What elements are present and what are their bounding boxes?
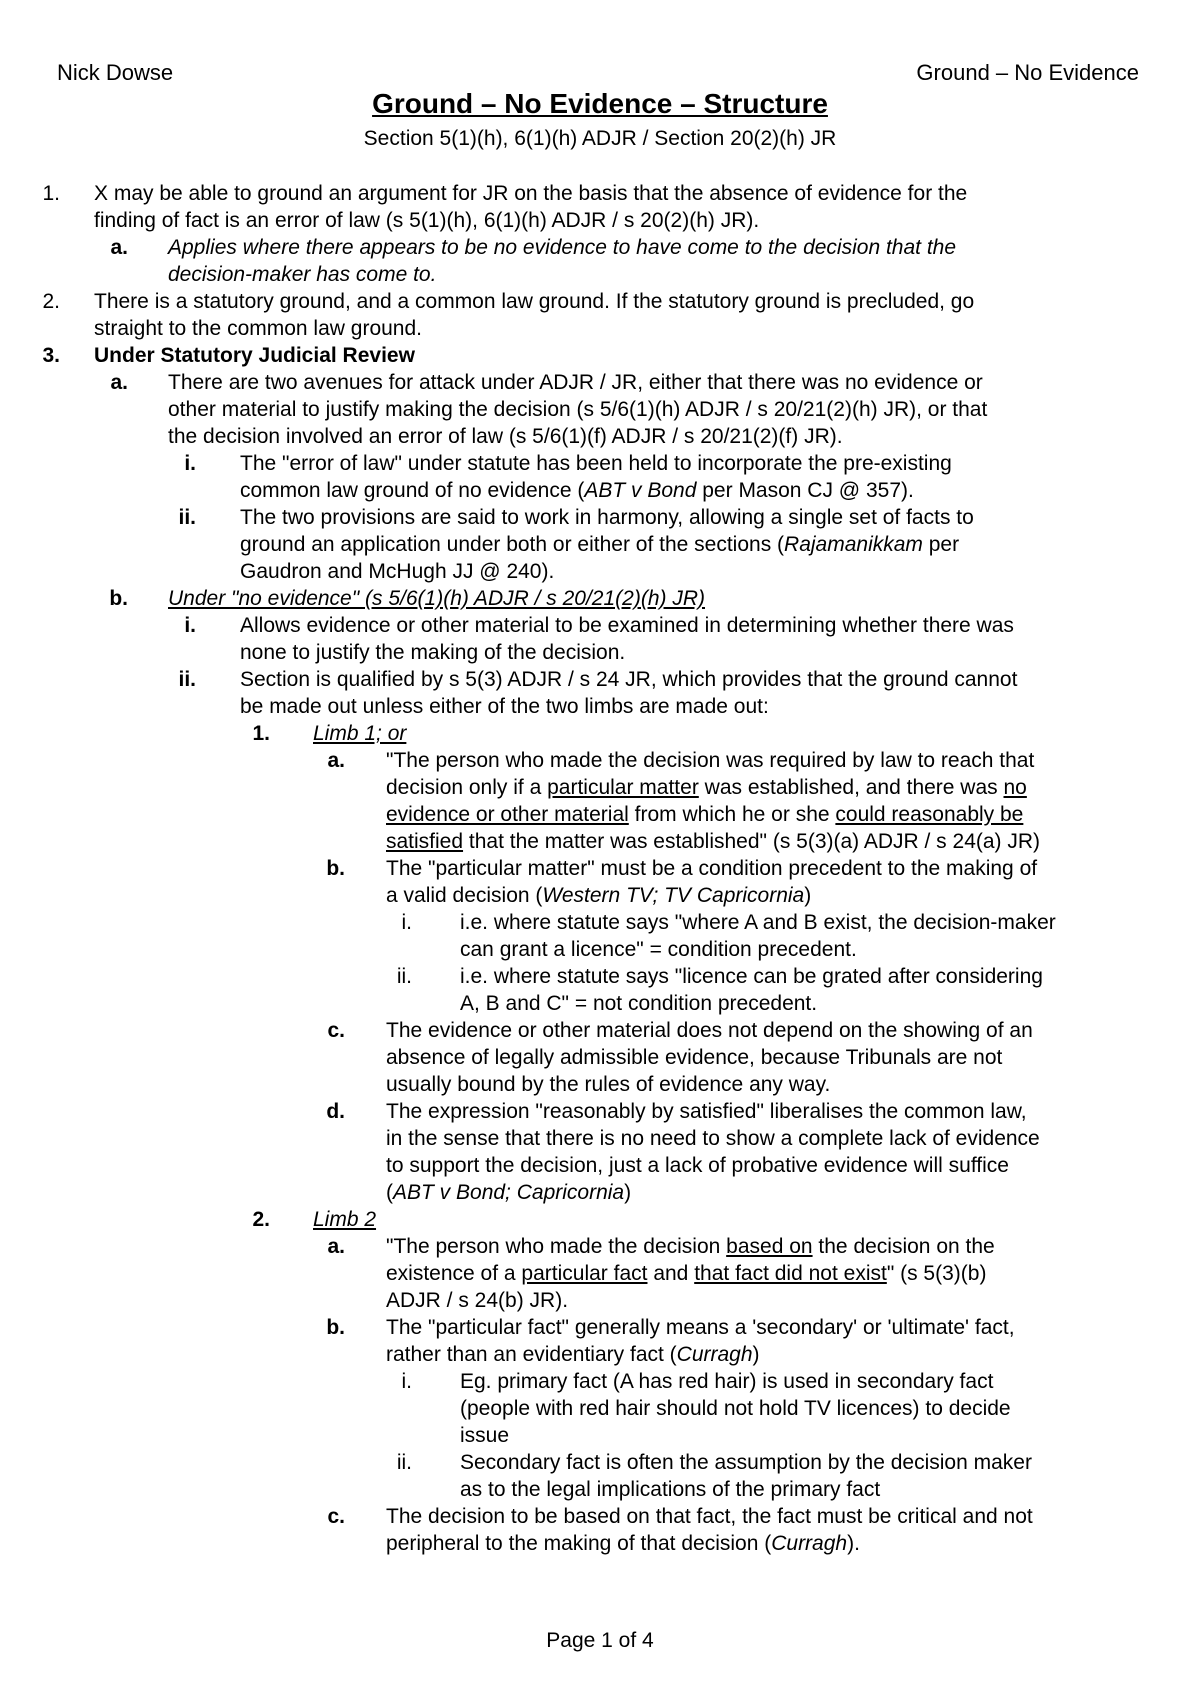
list-item-line xyxy=(386,882,811,909)
text-run: a valid decision ( xyxy=(386,884,543,907)
list-marker: 2. xyxy=(252,1208,270,1231)
text-run: A, B and C" = not condition precedent. xyxy=(460,992,818,1015)
list-item-line xyxy=(386,1530,860,1557)
list-marker: c. xyxy=(327,1505,345,1528)
list-item-line xyxy=(386,801,1023,828)
text-run: peripheral to the making of that decision ( xyxy=(386,1532,772,1555)
text-run: Eg. primary fact (A has red hair) is used in secondary fact xyxy=(460,1370,994,1393)
text-run: particular fact xyxy=(521,1262,648,1285)
text-run: absence of legally admissible evidence, because Tribunals are not xyxy=(386,1046,1003,1069)
text-run: common law ground of no evidence ( xyxy=(240,479,585,502)
text-run: usually bound by the rules of evidence any way. xyxy=(386,1073,831,1096)
text-run: in the sense that there is no need to show a complete lack of evidence xyxy=(386,1127,1040,1150)
list-item-line xyxy=(240,639,625,666)
text-run: X may be able to ground an argument for JR on the basis that the absence of evidence for the xyxy=(94,182,968,205)
list-marker: i. xyxy=(184,452,196,475)
text-run: The "particular matter" must be a condition precedent to the making of xyxy=(386,857,1038,880)
text-run: Limb 1; or xyxy=(313,722,407,745)
text-run: ADJR / s 24(b) JR). xyxy=(386,1289,569,1312)
header-topic: Ground – No Evidence xyxy=(916,60,1139,85)
list-marker: i. xyxy=(184,614,196,637)
text-run: Applies where there appears to be no evidence to have come to the decision that the xyxy=(168,236,957,259)
list-item-line xyxy=(386,1098,1027,1125)
list-marker: b. xyxy=(109,587,128,610)
list-item-line xyxy=(168,423,843,450)
text-run: Under "no evidence" (s 5/6(1)(h) ADJR / s 20/21(2)(h) JR) xyxy=(168,587,705,610)
text-run: per xyxy=(922,533,960,556)
list-marker: ii. xyxy=(396,965,412,988)
text-run: ABT v Bond xyxy=(584,479,697,502)
header-author: Nick Dowse xyxy=(57,60,174,85)
list-marker: i. xyxy=(401,911,412,934)
list-item-line xyxy=(386,747,1034,774)
text-run: satisfied xyxy=(386,830,464,853)
list-marker: a. xyxy=(327,749,345,772)
text-run: straight to the common law ground. xyxy=(94,317,423,340)
text-run: There is a statutory ground, and a common law ground. If the statutory ground is precluded, go xyxy=(94,290,975,313)
text-run: Curragh xyxy=(771,1532,848,1555)
text-run: particular matter xyxy=(547,776,699,799)
text-run: no xyxy=(1003,776,1027,799)
text-run: could reasonably be xyxy=(835,803,1024,826)
list-marker: ii. xyxy=(396,1451,412,1474)
text-run: other material to justify making the decision (s 5/6(1)(h) ADJR / s 20/21(2)(h) JR), or that xyxy=(168,398,988,421)
list-item-line xyxy=(94,288,974,315)
text-run: Allows evidence or other material to be examined in determining whether there was xyxy=(240,614,1014,637)
page-title: Ground – No Evidence – Structure xyxy=(372,88,828,119)
text-run: issue xyxy=(460,1424,510,1447)
text-run: Gaudron and McHugh JJ @ 240). xyxy=(240,560,555,583)
text-run: decision-maker has come to. xyxy=(168,263,437,286)
text-run: ABT v Bond; Capricornia xyxy=(393,1181,625,1204)
text-run: The "particular fact" generally means a 'secondary' or 'ultimate' fact, xyxy=(386,1316,1015,1339)
list-item-line xyxy=(386,1044,1002,1071)
text-run: ) xyxy=(804,884,812,907)
text-run: none to justify the making of the decision. xyxy=(240,641,626,664)
text-run: can grant a licence" = condition precedent. xyxy=(460,938,857,961)
text-run: Western TV; TV Capricornia xyxy=(542,884,805,907)
list-item-line xyxy=(313,1206,376,1233)
list-item-line xyxy=(386,1341,760,1368)
list-item-line xyxy=(94,207,759,234)
list-item-line xyxy=(240,450,952,477)
list-item-line xyxy=(460,1395,1011,1422)
text-run: i.e. where statute says "licence can be grated after considering xyxy=(460,965,1043,988)
list-item-line xyxy=(240,531,959,558)
list-item-line xyxy=(386,1287,568,1314)
text-run: ) xyxy=(752,1343,760,1366)
text-run: There are two avenues for attack under ADJR / JR, either that there was no evidence or xyxy=(168,371,983,394)
text-run: to support the decision, just a lack of probative evidence will suffice xyxy=(386,1154,1009,1177)
list-item-line xyxy=(386,1233,995,1260)
text-run: Under Statutory Judicial Review xyxy=(94,344,415,367)
list-item-line xyxy=(386,1017,1033,1044)
text-run: decision only if a xyxy=(386,776,548,799)
list-item-line xyxy=(168,261,436,288)
list-item-line xyxy=(94,342,415,369)
list-item-line xyxy=(386,828,1040,855)
list-item-line xyxy=(386,1179,631,1206)
list-marker: b. xyxy=(326,857,345,880)
list-item-line xyxy=(168,369,983,396)
text-run: be made out unless either of the two limbs are made out: xyxy=(240,695,769,718)
list-marker: a. xyxy=(110,371,128,394)
list-marker: 2. xyxy=(42,290,60,313)
text-run: Section is qualified by s 5(3) ADJR / s 24 JR, which provides that the ground cannot xyxy=(240,668,1018,691)
text-run: ground an application under both or either of the sections ( xyxy=(240,533,785,556)
text-run: Limb 2 xyxy=(313,1208,377,1231)
text-run: ) xyxy=(624,1181,632,1204)
list-item-line xyxy=(386,1152,1009,1179)
text-run: that the matter was established" (s 5(3)(a) ADJR / s 24(a) JR) xyxy=(463,830,1041,853)
text-run: The decision to be based on that fact, the fact must be critical and not xyxy=(386,1505,1033,1528)
page-footer: Page 1 of 4 xyxy=(546,1629,654,1652)
list-item-line xyxy=(460,936,857,963)
text-run: was established, and there was xyxy=(698,776,1004,799)
list-item-line xyxy=(386,1071,830,1098)
text-run: Curragh xyxy=(676,1343,753,1366)
list-item-line xyxy=(240,477,914,504)
text-run: based on xyxy=(726,1235,813,1258)
text-run: finding of fact is an error of law (s 5(1)(h), 6(1)(h) ADJR / s 20(2)(h) JR). xyxy=(94,209,760,232)
text-run: " (s 5(3)(b) xyxy=(886,1262,987,1285)
text-run: Secondary fact is often the assumption by the decision maker xyxy=(460,1451,1032,1474)
list-item-line xyxy=(460,1476,880,1503)
list-marker: a. xyxy=(327,1235,345,1258)
text-run: as to the legal implications of the primary fact xyxy=(460,1478,881,1501)
list-marker: 1. xyxy=(252,722,270,745)
list-item-line xyxy=(386,855,1037,882)
list-item-line xyxy=(168,396,987,423)
text-run: Rajamanikkam xyxy=(784,533,923,556)
list-marker: d. xyxy=(326,1100,345,1123)
list-item-line xyxy=(240,612,1014,639)
list-marker: b. xyxy=(326,1316,345,1339)
list-item-line xyxy=(240,558,554,585)
list-marker: ii. xyxy=(178,668,196,691)
text-run: "The person who made the decision was required by law to reach that xyxy=(386,749,1035,772)
list-item-line xyxy=(168,585,705,612)
text-run: ). xyxy=(847,1532,860,1555)
text-run: existence of a xyxy=(386,1262,522,1285)
list-item-line xyxy=(386,1314,1015,1341)
text-run: The evidence or other material does not depend on the showing of an xyxy=(386,1019,1033,1042)
list-item-line xyxy=(386,1125,1040,1152)
list-item-line xyxy=(460,1368,993,1395)
text-run: per Mason CJ @ 357). xyxy=(696,479,914,502)
list-marker: ii. xyxy=(178,506,196,529)
list-item-line xyxy=(460,963,1043,990)
text-run: The two provisions are said to work in harmony, allowing a single set of facts to xyxy=(240,506,974,529)
page-subtitle: Section 5(1)(h), 6(1)(h) ADJR / Section 20(2)(h) JR xyxy=(363,127,837,150)
list-item-line xyxy=(168,234,956,261)
list-item-line xyxy=(460,909,1056,936)
list-item-line xyxy=(386,1503,1033,1530)
text-run: from which he or she xyxy=(628,803,836,826)
list-item-line xyxy=(460,1449,1032,1476)
list-item-line xyxy=(94,180,967,207)
list-item-line xyxy=(386,774,1027,801)
text-run: the decision involved an error of law (s 5/6(1)(f) ADJR / s 20/21(2)(f) JR). xyxy=(168,425,843,448)
list-marker: 3. xyxy=(42,344,60,367)
list-item-line xyxy=(460,1422,509,1449)
text-run: The expression "reasonably by satisfied" liberalises the common law, xyxy=(386,1100,1027,1123)
list-item-line xyxy=(240,504,974,531)
list-item-line xyxy=(240,693,769,720)
list-item-line xyxy=(386,1260,986,1287)
list-marker: i. xyxy=(401,1370,412,1393)
list-marker: a. xyxy=(110,236,128,259)
text-run: evidence or other material xyxy=(386,803,629,826)
text-run: the decision on the xyxy=(812,1235,995,1258)
list-marker: 1. xyxy=(42,182,60,205)
list-item-line xyxy=(313,720,406,747)
text-run: "The person who made the decision xyxy=(386,1235,727,1258)
text-run: i.e. where statute says "where A and B exist, the decision-maker xyxy=(460,911,1056,934)
text-run: and xyxy=(647,1262,695,1285)
text-run: ( xyxy=(386,1181,393,1204)
list-item-line xyxy=(460,990,817,1017)
text-run: that fact did not exist xyxy=(694,1262,887,1285)
list-marker: c. xyxy=(327,1019,345,1042)
text-run: rather than an evidentiary fact ( xyxy=(386,1343,677,1366)
list-item-line xyxy=(240,666,1017,693)
text-run: (people with red hair should not hold TV licences) to decide xyxy=(460,1397,1011,1420)
text-run: The "error of law" under statute has been held to incorporate the pre-existing xyxy=(240,452,952,475)
list-item-line xyxy=(94,315,422,342)
